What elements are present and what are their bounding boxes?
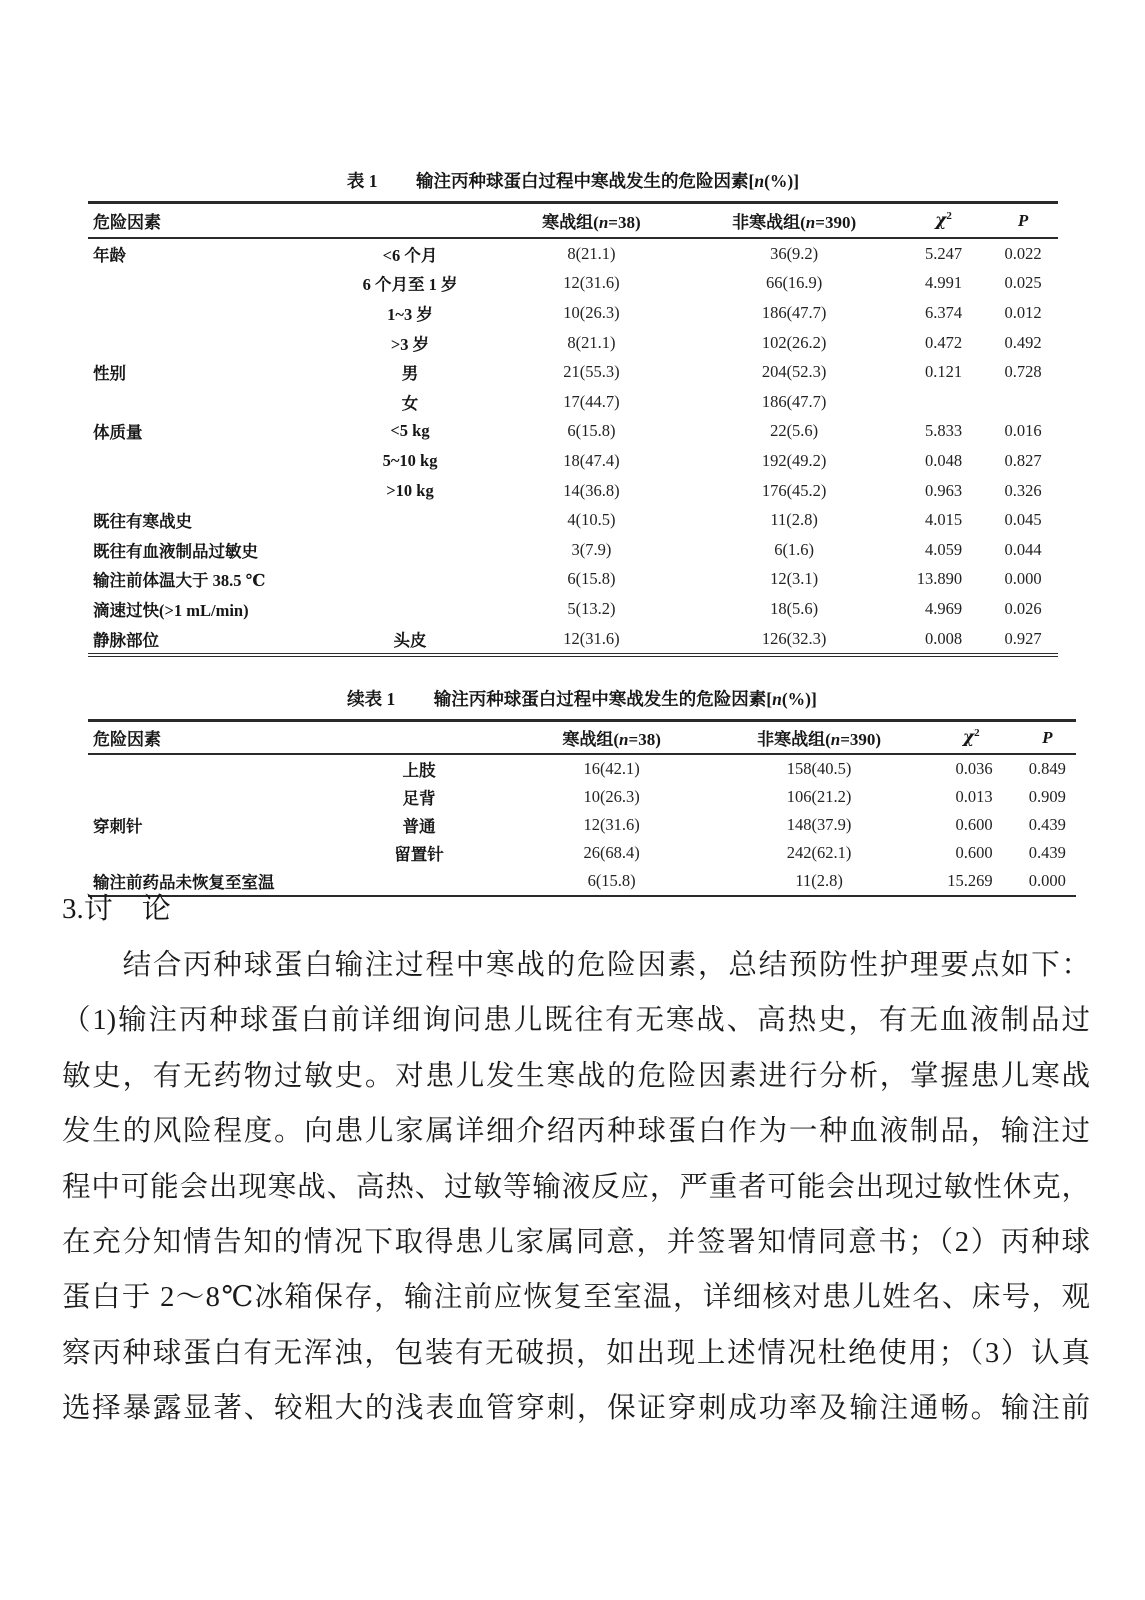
table2-title [88, 686, 1076, 711]
cell-nonchill-group-value: 22(5.6) [770, 421, 819, 441]
cell-chi-square-value: 0.121 [925, 362, 963, 382]
cell-chill-group-value: 4(10.5) [567, 510, 616, 530]
cell-risk-factor: 性别 [93, 364, 126, 384]
cell-chill-group-value: 21(55.3) [563, 362, 620, 382]
cell-subcategory: 普通 [402, 817, 436, 836]
cell-chill-group-value: 12(31.6) [563, 273, 620, 293]
title-n-symbol: n [754, 171, 765, 191]
cell-subcategory: >10 kg [386, 480, 434, 500]
cell-nonchill-group-value: 18(5.6) [770, 598, 819, 618]
cell-chill-group-value: 14(36.8) [563, 480, 620, 500]
paragraph-line: （1)输注丙种球蛋白前详细询问患儿既往有无寒战、高热史，有无血液制品过 [62, 1005, 1090, 1037]
cell-risk-factor [88, 298, 327, 328]
cell-nonchill-group-value: 186(47.7) [761, 391, 827, 411]
header-cell-p-value: P [988, 203, 1058, 239]
table1-title-close: (%)] [764, 171, 800, 191]
cell-subcategory: <6 个月 [382, 245, 438, 265]
cell-subcategory: 上肢 [402, 761, 436, 780]
cell-chill-group-value: 6(15.8) [587, 871, 636, 890]
cell-risk-factor: 输注前体温大于 38.5 ℃ [93, 571, 266, 591]
header-cell-factor: 危险因素 [88, 721, 509, 755]
cell-chill-group-value: 12(31.6) [583, 815, 640, 834]
cell-p-value: 0.927 [1004, 628, 1042, 648]
cell-chill-group-value: 26(68.4) [583, 843, 640, 862]
cell-subcategory: 6 个月至 1 岁 [362, 275, 458, 295]
cell-p-value: 0.025 [1004, 273, 1042, 293]
cell-subcategory: >3 岁 [390, 334, 430, 354]
cell-subcategory [327, 565, 494, 595]
cell-nonchill-group-value: 66(16.9) [765, 273, 823, 293]
paragraph-line: 发生的风险程度。向患儿家属详细介绍丙种球蛋白作为一种血液制品，输注过 [62, 1116, 1090, 1148]
cell-nonchill-group-value: 158(40.5) [786, 759, 852, 778]
cell-p-value: 0.016 [1004, 421, 1042, 441]
table-row [88, 783, 1076, 811]
table-row [88, 417, 1058, 447]
cell-chill-group-value: 8(21.1) [567, 243, 616, 263]
cell-nonchill-group-value: 36(9.2) [770, 243, 819, 263]
cell-nonchill-group-value: 106(21.2) [786, 787, 852, 806]
cell-subcategory: 男 [401, 364, 419, 384]
cell-subcategory: 留置针 [394, 845, 444, 864]
cell-chill-group-value: 16(42.1) [583, 759, 640, 778]
cell-risk-factor: 既往有血液制品过敏史 [93, 541, 258, 561]
table1-body [88, 238, 1058, 655]
cell-risk-factor [88, 387, 327, 417]
table2-title-close: (%)] [781, 689, 817, 709]
table1-block [88, 168, 1058, 657]
cell-chill-group-value: 6(15.8) [567, 569, 616, 589]
cell-chill-group-value: 10(26.3) [583, 787, 640, 806]
cell-p-value: 0.000 [1004, 569, 1042, 589]
cell-nonchill-group-value: 102(26.2) [761, 332, 827, 352]
cell-p-value: 0.000 [1028, 871, 1066, 890]
cell-chi-square-value: 0.600 [955, 815, 993, 834]
cell-risk-factor [88, 446, 327, 476]
title-n-symbol: n [772, 689, 782, 709]
table-header-row [88, 721, 1076, 755]
cell-chi-square-value: 4.969 [925, 598, 963, 618]
cell-p-value: 0.022 [1004, 243, 1042, 263]
cell-nonchill-group-value: 186(47.7) [761, 302, 827, 322]
table-row [88, 594, 1058, 624]
cell-p-value: 0.439 [1028, 843, 1066, 862]
cell-p-value: 0.045 [1004, 510, 1042, 530]
table-row [88, 387, 1058, 417]
discussion-paragraph [62, 938, 1090, 1437]
cell-risk-factor: 年龄 [93, 245, 126, 265]
paragraph-line: 结合丙种球蛋白输注过程中寒战的危险因素，总结预防性护理要点如下： [62, 950, 1090, 981]
risk-factor-table-continued [88, 719, 1076, 897]
cell-p-value: 0.909 [1028, 787, 1066, 806]
cell-subcategory: 足背 [402, 789, 436, 808]
cell-subcategory [327, 535, 494, 565]
cell-chi-square-value: 5.833 [925, 421, 963, 441]
cell-chi-square-value: 0.013 [955, 787, 993, 806]
table-row [88, 811, 1076, 839]
table1-title [88, 168, 1058, 193]
table-row [88, 624, 1058, 656]
cell-chi-square-value: 4.059 [925, 539, 963, 559]
cell-chill-group-value: 18(47.4) [563, 450, 620, 470]
cell-chi-square-value: 6.374 [925, 302, 963, 322]
header-cell-nonchill-group: 非寒战组(n=390) [689, 203, 899, 239]
cell-nonchill-group-value: 204(52.3) [761, 362, 827, 382]
cell-chi-square-value: 0.472 [925, 332, 963, 352]
cell-chill-group-value: 8(21.1) [567, 332, 616, 352]
section-heading: 3.讨 论 [62, 893, 171, 925]
cell-chi-square-value: 0.048 [925, 450, 963, 470]
cell-chi-square-value: 5.247 [925, 243, 963, 263]
table2-body [88, 754, 1076, 896]
cell-subcategory: <5 kg [390, 421, 430, 441]
cell-risk-factor: 滴速过快(>1 mL/min) [93, 600, 249, 620]
cell-p-value: 0.044 [1004, 539, 1042, 559]
cell-nonchill-group-value: 12(3.1) [770, 569, 819, 589]
cell-subcategory: 5~10 kg [382, 450, 438, 470]
header-cell-chi-square: $\chi^2$ [924, 721, 1019, 755]
cell-nonchill-group-value: 192(49.2) [761, 450, 827, 470]
cell-chi-square-value: 4.015 [925, 510, 963, 530]
cell-chi-square-value: 4.991 [925, 273, 963, 293]
cell-p-value: 0.827 [1004, 450, 1042, 470]
table-row [88, 298, 1058, 328]
cell-risk-factor [88, 476, 327, 506]
cell-risk-factor [88, 839, 329, 867]
cell-chill-group-value: 10(26.3) [563, 302, 620, 322]
risk-factor-table [88, 201, 1058, 657]
cell-risk-factor [88, 754, 329, 783]
table-row [88, 754, 1076, 783]
cell-risk-factor: 既往有寒战史 [93, 512, 192, 532]
cell-chill-group-value: 6(15.8) [567, 421, 616, 441]
cell-risk-factor: 静脉部位 [93, 630, 159, 650]
header-cell-chill-group: 寒战组(n=38) [493, 203, 689, 239]
discussion-section [62, 888, 1090, 1437]
table-row [88, 328, 1058, 358]
table2-label: 续表 1 [347, 689, 396, 709]
cell-chi-square-value: 0.963 [925, 480, 963, 500]
cell-risk-factor [88, 328, 327, 358]
cell-p-value: 0.012 [1004, 302, 1042, 322]
cell-nonchill-group-value: 11(2.8) [795, 871, 843, 890]
cell-subcategory: 头皮 [393, 630, 427, 650]
cell-chill-group-value: 5(13.2) [567, 598, 616, 618]
paragraph-line: 敏史，有无药物过敏史。对患儿发生寒战的危险因素进行分析，掌握患儿寒战 [62, 1060, 1090, 1092]
cell-subcategory: 1~3 岁 [387, 304, 433, 324]
cell-p-value: 0.326 [1004, 480, 1042, 500]
cell-risk-factor [88, 783, 329, 811]
table-row [88, 446, 1058, 476]
table-row [88, 269, 1058, 299]
cell-p-value [988, 387, 1058, 417]
cell-p-value: 0.728 [1004, 362, 1042, 382]
cell-chill-group-value: 17(44.7) [563, 391, 620, 411]
cell-subcategory: 女 [401, 393, 419, 413]
table-row [88, 476, 1058, 506]
cell-risk-factor: 穿刺针 [93, 817, 143, 836]
cell-p-value: 0.492 [1004, 332, 1042, 352]
cell-subcategory [327, 594, 494, 624]
cell-nonchill-group-value: 11(2.8) [770, 510, 818, 530]
cell-nonchill-group-value: 242(62.1) [786, 843, 852, 862]
cell-chi-square-value [899, 387, 988, 417]
cell-p-value: 0.849 [1028, 759, 1066, 778]
table-header-row [88, 203, 1058, 239]
cell-subcategory [327, 505, 494, 535]
cell-nonchill-group-value: 176(45.2) [761, 480, 827, 500]
table1-title-text: 输注丙种球蛋白过程中寒战发生的危险因素[ [416, 171, 755, 191]
paragraph-line: 在充分知情告知的情况下取得患儿家属同意，并签署知情同意书；（2）丙种球 [62, 1227, 1090, 1259]
cell-chi-square-value: 13.890 [916, 569, 963, 589]
header-cell-chi-square: $\chi^2$ [899, 203, 988, 239]
table-row [88, 505, 1058, 535]
paragraph-line: 察丙种球蛋白有无浑浊，包装有无破损，如出现上述情况杜绝使用；（3）认真 [62, 1337, 1090, 1369]
header-cell-factor: 危险因素 [88, 203, 493, 239]
table2-title-text: 输注丙种球蛋白过程中寒战发生的危险因素[ [433, 689, 773, 709]
paragraph-line: 选择暴露显著、较粗大的浅表血管穿刺，保证穿刺成功率及输注通畅。输注前 [62, 1393, 1090, 1425]
table-row [88, 357, 1058, 387]
cell-chill-group-value: 3(7.9) [571, 539, 612, 559]
cell-risk-factor [88, 269, 327, 299]
cell-chi-square-value: 0.036 [955, 759, 993, 778]
cell-chi-square-value: 0.008 [925, 628, 963, 648]
cell-chi-square-value: 15.269 [947, 871, 993, 890]
cell-chill-group-value: 12(31.6) [563, 628, 620, 648]
cell-risk-factor: 体质量 [93, 423, 143, 443]
table-row [88, 839, 1076, 867]
cell-chi-square-value: 0.600 [955, 843, 993, 862]
paragraph-line: 程中可能会出现寒战、高热、过敏等输液反应，严重者可能会出现过敏性休克， [62, 1171, 1090, 1203]
header-cell-nonchill-group: 非寒战组(n=390) [714, 721, 923, 755]
cell-risk-factor: 输注前药品未恢复至室温 [93, 873, 275, 892]
paragraph-line: 蛋白于 2～8℃冰箱保存，输注前应恢复至室温，详细核对患儿姓名、床号，观 [62, 1282, 1090, 1314]
table-row [88, 238, 1058, 269]
table2-block [88, 686, 1076, 897]
header-cell-p-value: P [1019, 721, 1076, 755]
table-row [88, 535, 1058, 565]
cell-nonchill-group-value: 126(32.3) [761, 628, 827, 648]
table-row [88, 565, 1058, 595]
cell-p-value: 0.026 [1004, 598, 1042, 618]
table1-label: 表 1 [346, 171, 378, 191]
header-cell-chill-group: 寒战组(n=38) [509, 721, 715, 755]
cell-nonchill-group-value: 6(1.6) [774, 539, 815, 559]
cell-nonchill-group-value: 148(37.9) [786, 815, 852, 834]
cell-p-value: 0.439 [1028, 815, 1066, 834]
